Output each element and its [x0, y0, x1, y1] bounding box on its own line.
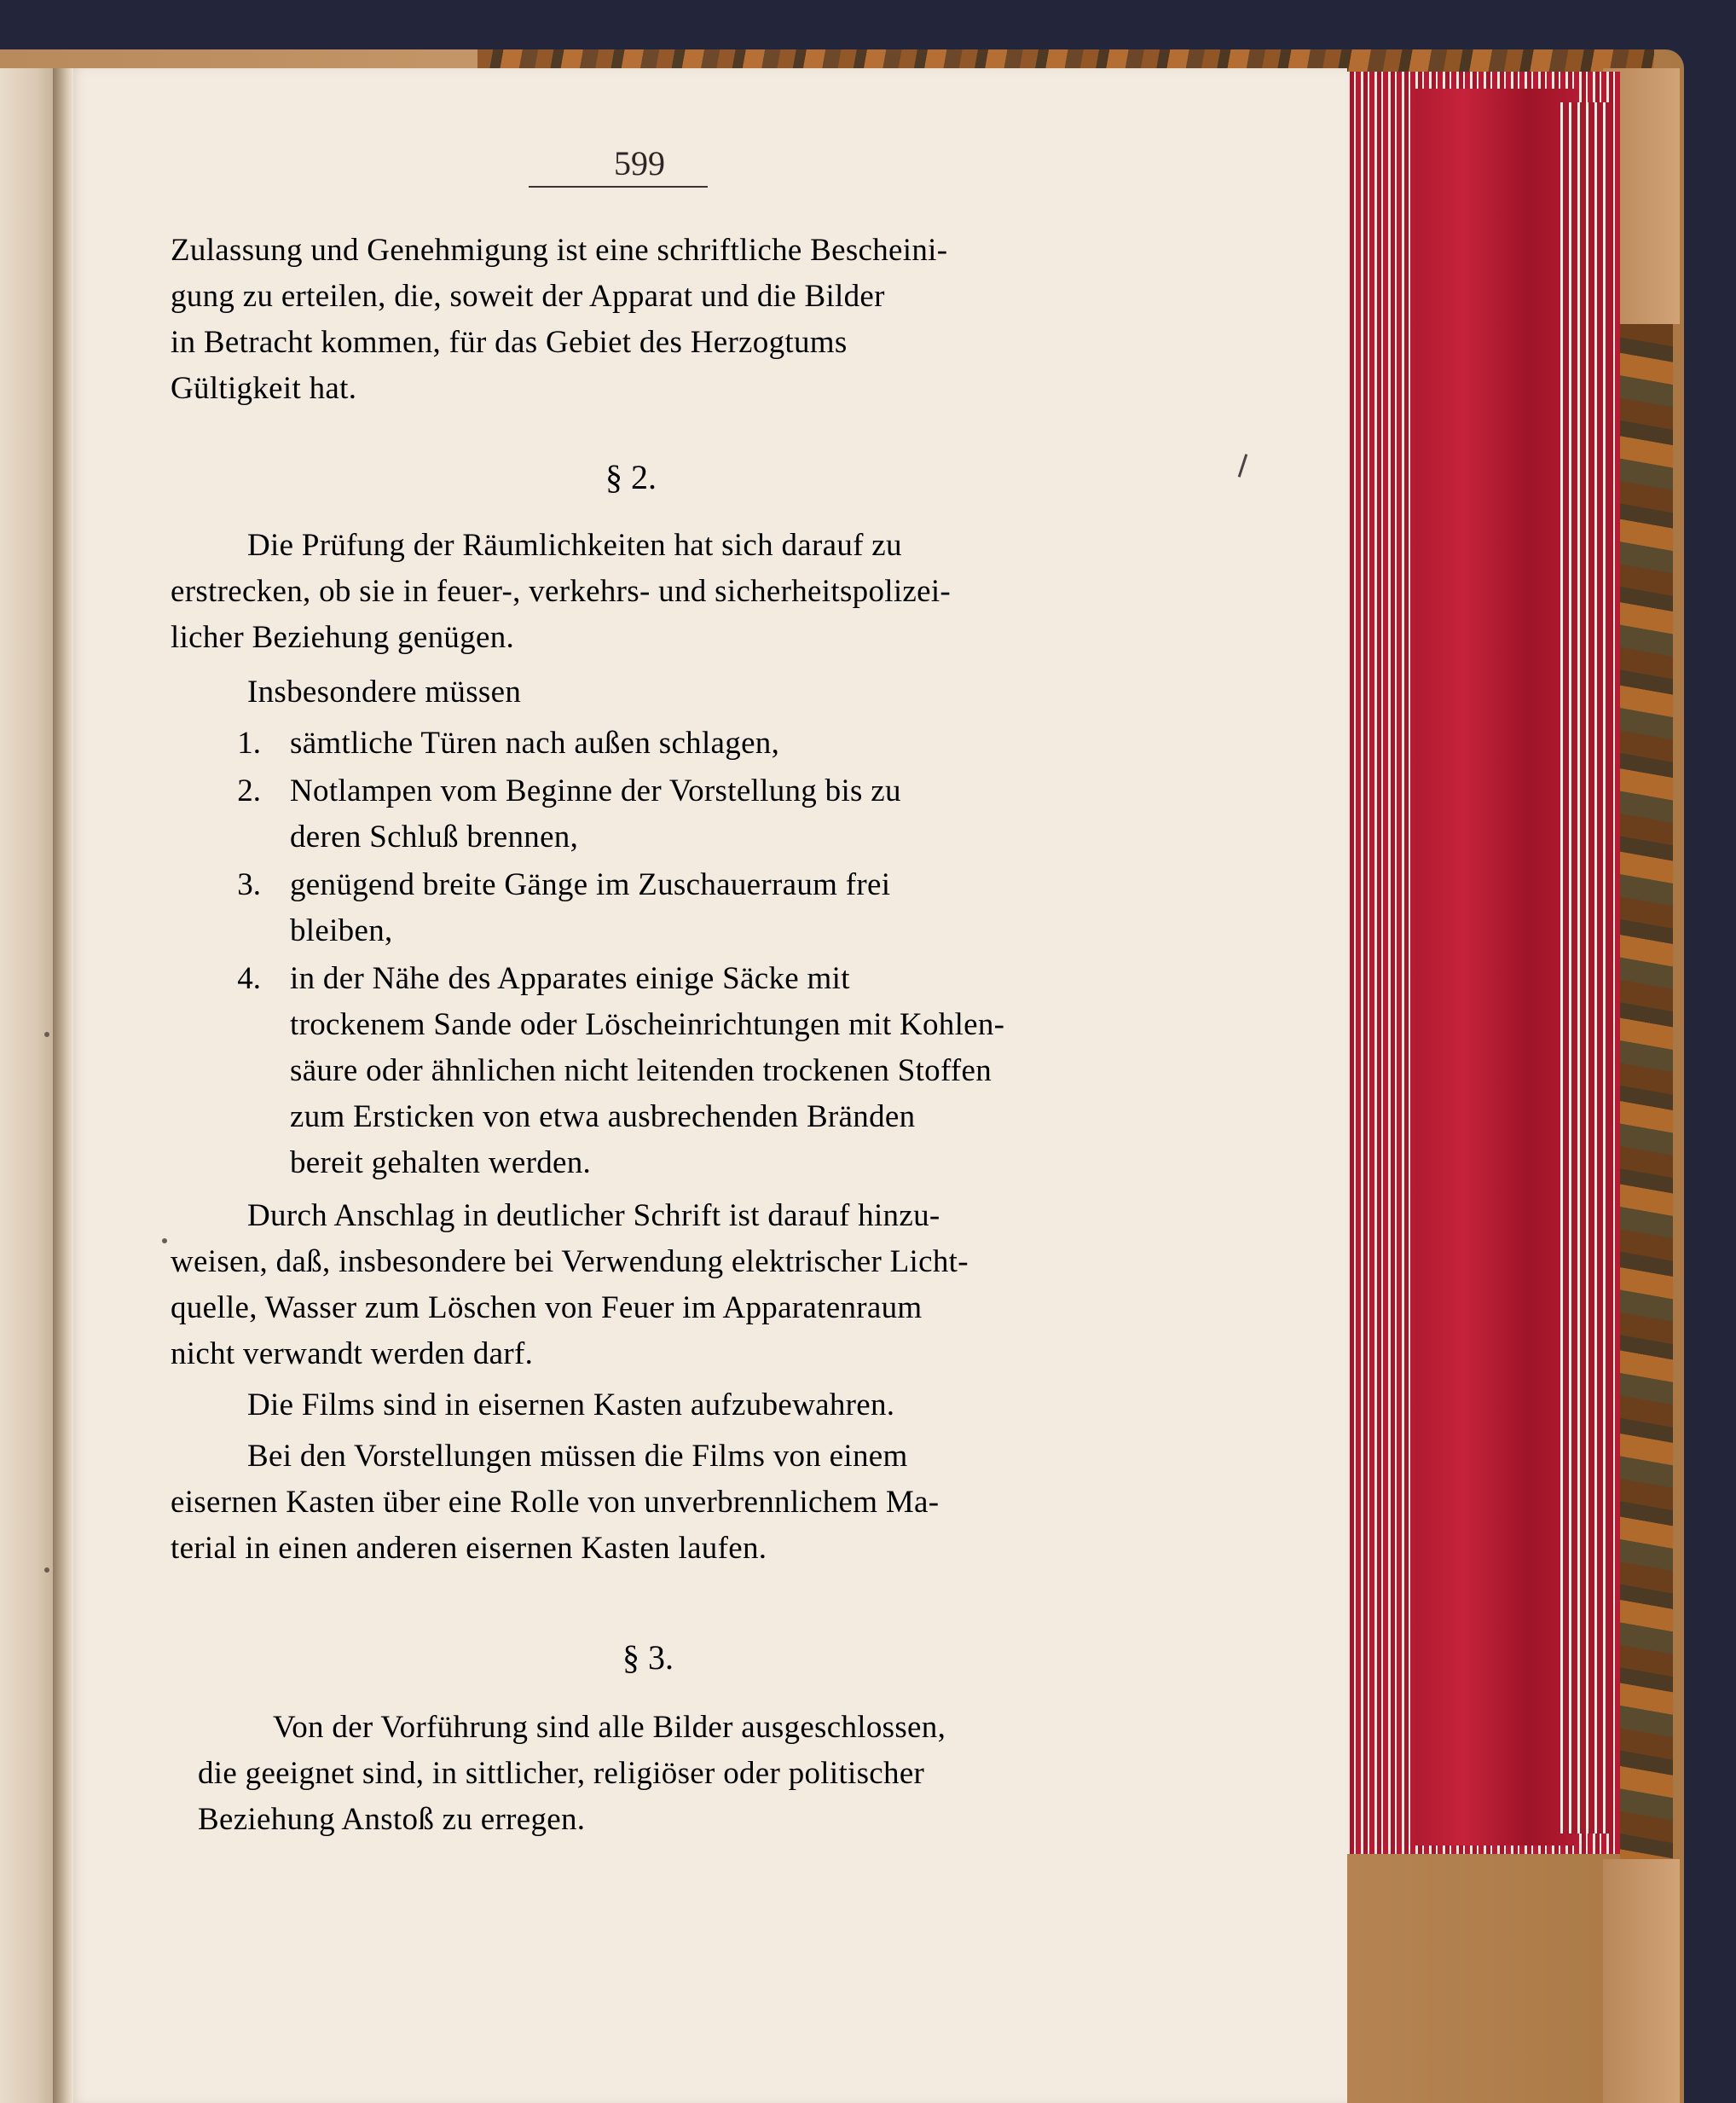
text-line: quelle, Wasser zum Löschen von Feuer im Apparatenraum — [171, 1290, 923, 1325]
list-item-text: in der Nähe des Apparates einige Säcke mit — [290, 961, 850, 996]
section-3-heading: § 3. — [622, 1638, 674, 1677]
line-text: gung zu erteilen, die, soweit der Apparat und die Bilder — [171, 279, 885, 314]
gutter-shadow — [53, 68, 73, 2103]
list-item-text: bereit gehalten werden. — [290, 1145, 592, 1180]
binding-thread-dot — [44, 1032, 49, 1037]
list-item-number: 3. — [237, 867, 261, 902]
list-item-text: säure oder ähnlichen nicht leitenden trockenen Stoffen — [290, 1053, 992, 1088]
ink-speck — [162, 1238, 167, 1243]
list-item-text: deren Schluß brennen, — [290, 820, 579, 855]
text-line: Von der Vorführung sind alle Bilder ausgeschlossen, — [273, 1710, 946, 1745]
text-line: Die Films sind in eisernen Kasten aufzubewahren. — [247, 1388, 895, 1422]
text-line: nicht verwandt werden darf. — [171, 1336, 534, 1371]
list-item-text: trockenem Sande oder Löscheinrichtungen mit Kohlen- — [290, 1007, 1005, 1042]
page-number: 599 — [614, 144, 665, 182]
text-line: weisen, daß, insbesondere bei Verwendung elektrischer Licht- — [171, 1244, 969, 1279]
text-line: Beziehung Anstoß zu erregen. — [198, 1802, 586, 1837]
list-item-number: 1. — [237, 726, 261, 761]
list-item-number: 4. — [237, 961, 261, 996]
header-rule — [529, 186, 708, 188]
text-line — [171, 278, 1096, 316]
text-line: terial in einen anderen eisernen Kasten laufen. — [171, 1531, 767, 1566]
text-line — [171, 370, 356, 408]
text-line: Bei den Vorstellungen müssen die Films von einem — [247, 1439, 908, 1474]
text-line: licher Beziehung genügen. — [171, 620, 515, 655]
text-line: Durch Anschlag in deutlicher Schrift ist darauf hinzu- — [247, 1198, 940, 1233]
section-2-heading: § 2. — [605, 458, 657, 496]
list-item-text: sämtliche Türen nach außen schlagen, — [290, 726, 780, 761]
binding-thread-dot — [44, 1567, 49, 1573]
list-item-number: 2. — [237, 773, 261, 808]
list-item-text: Notlampen vom Beginne der Vorstellung bis zu — [290, 773, 901, 808]
text-line: die geeignet sind, in sittlicher, religiöser oder politischer — [198, 1756, 925, 1791]
list-item-text: bleiben, — [290, 913, 393, 948]
text-line — [171, 232, 1096, 269]
text-line: erstrecken, ob sie in feuer-, verkehrs- und sicherheitspolizei- — [171, 574, 952, 609]
text-line: Die Prüfung der Räumlichkeiten hat sich darauf zu — [247, 528, 902, 563]
line-text: Zulassung und Genehmigung ist eine schriftliche Bescheini- — [171, 233, 948, 268]
text-line: eisernen Kasten über eine Rolle von unverbrennlichem Ma- — [171, 1485, 940, 1520]
marbled-board-right — [1620, 324, 1673, 1859]
list-item-text: zum Ersticken von etwa ausbrechenden Bränden — [290, 1099, 916, 1134]
line-text: in Betracht kommen, für das Gebiet des Herzogtums — [171, 325, 848, 360]
text-line — [171, 324, 848, 362]
line-text: Gültigkeit hat. — [171, 371, 357, 406]
red-edge-lines — [1560, 102, 1612, 1834]
red-edge-band — [1415, 89, 1577, 1845]
list-item-text: genügend breite Gänge im Zuschauerraum frei — [290, 867, 891, 902]
leather-corner-bottom — [1603, 1859, 1680, 2103]
list-lead: Insbesondere müssen — [247, 675, 522, 710]
